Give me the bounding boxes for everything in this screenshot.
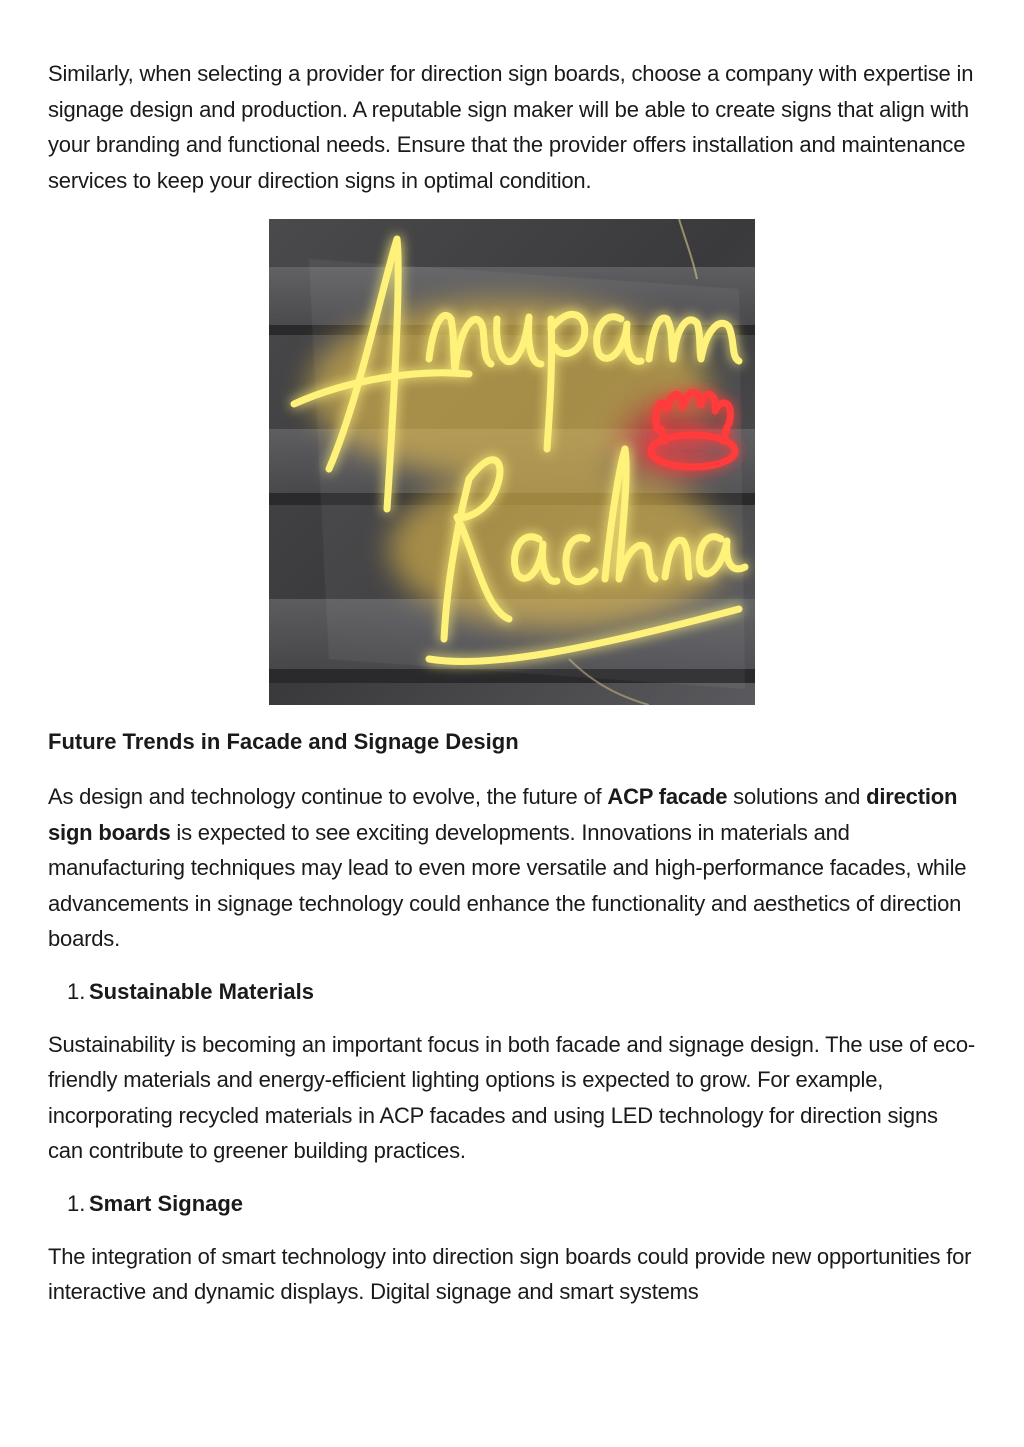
neon-sign-image	[269, 219, 755, 705]
neon-sign-illustration	[269, 219, 755, 705]
list-item-label: Smart Signage	[89, 1190, 244, 1216]
list-item-sustainable-materials	[48, 977, 978, 1007]
acp-facade-emphasis: ACP facade	[607, 784, 728, 809]
trends-paragraph	[48, 779, 978, 957]
intro-paragraph: Similarly, when selecting a provider for direction sign boards, choose a company with expertise in signage design and production. A reputable sign maker will be able to create signs that align with your branding and functional needs. Ensure that the provider offers installation and maintenance services to keep your direction signs in optimal condition.	[48, 61, 974, 193]
section-heading: Future Trends in Facade and Signage Design	[48, 729, 519, 754]
sustainable-materials-paragraph: Sustainability is becoming an important focus in both facade and signage design. The use of eco-friendly materials and energy-efficient lighting options is expected to grow. For example, incorporating recycled materials in ACP facades and using LED technology for direction signs can contribute to greener building practices.	[48, 1031, 975, 1163]
list-number: 1.	[67, 1190, 86, 1216]
document-page	[48, 56, 978, 1330]
smart-signage-paragraph: The integration of smart technology into direction sign boards could provide new opportunities for interactive and dynamic displays. Digital signage and smart systems	[48, 1243, 972, 1304]
trends-text-part1: As design and technology continue to evolve, the future of	[48, 784, 608, 809]
list-item-smart-signage	[48, 1189, 978, 1219]
direction-sign-boards-emphasis: direction sign boards	[48, 784, 958, 845]
trends-text-part2: solutions and	[727, 784, 867, 809]
list-number: 1.	[67, 978, 86, 1004]
trends-text-part3: is expected to see exciting developments. Innovations in materials and manufacturing techniques may lead to even more versatile and high-performance facades, while advancements in signage technology could enhance the functionality and aesthetics of direction boards.	[48, 819, 967, 951]
list-item-label: Sustainable Materials	[89, 978, 314, 1004]
